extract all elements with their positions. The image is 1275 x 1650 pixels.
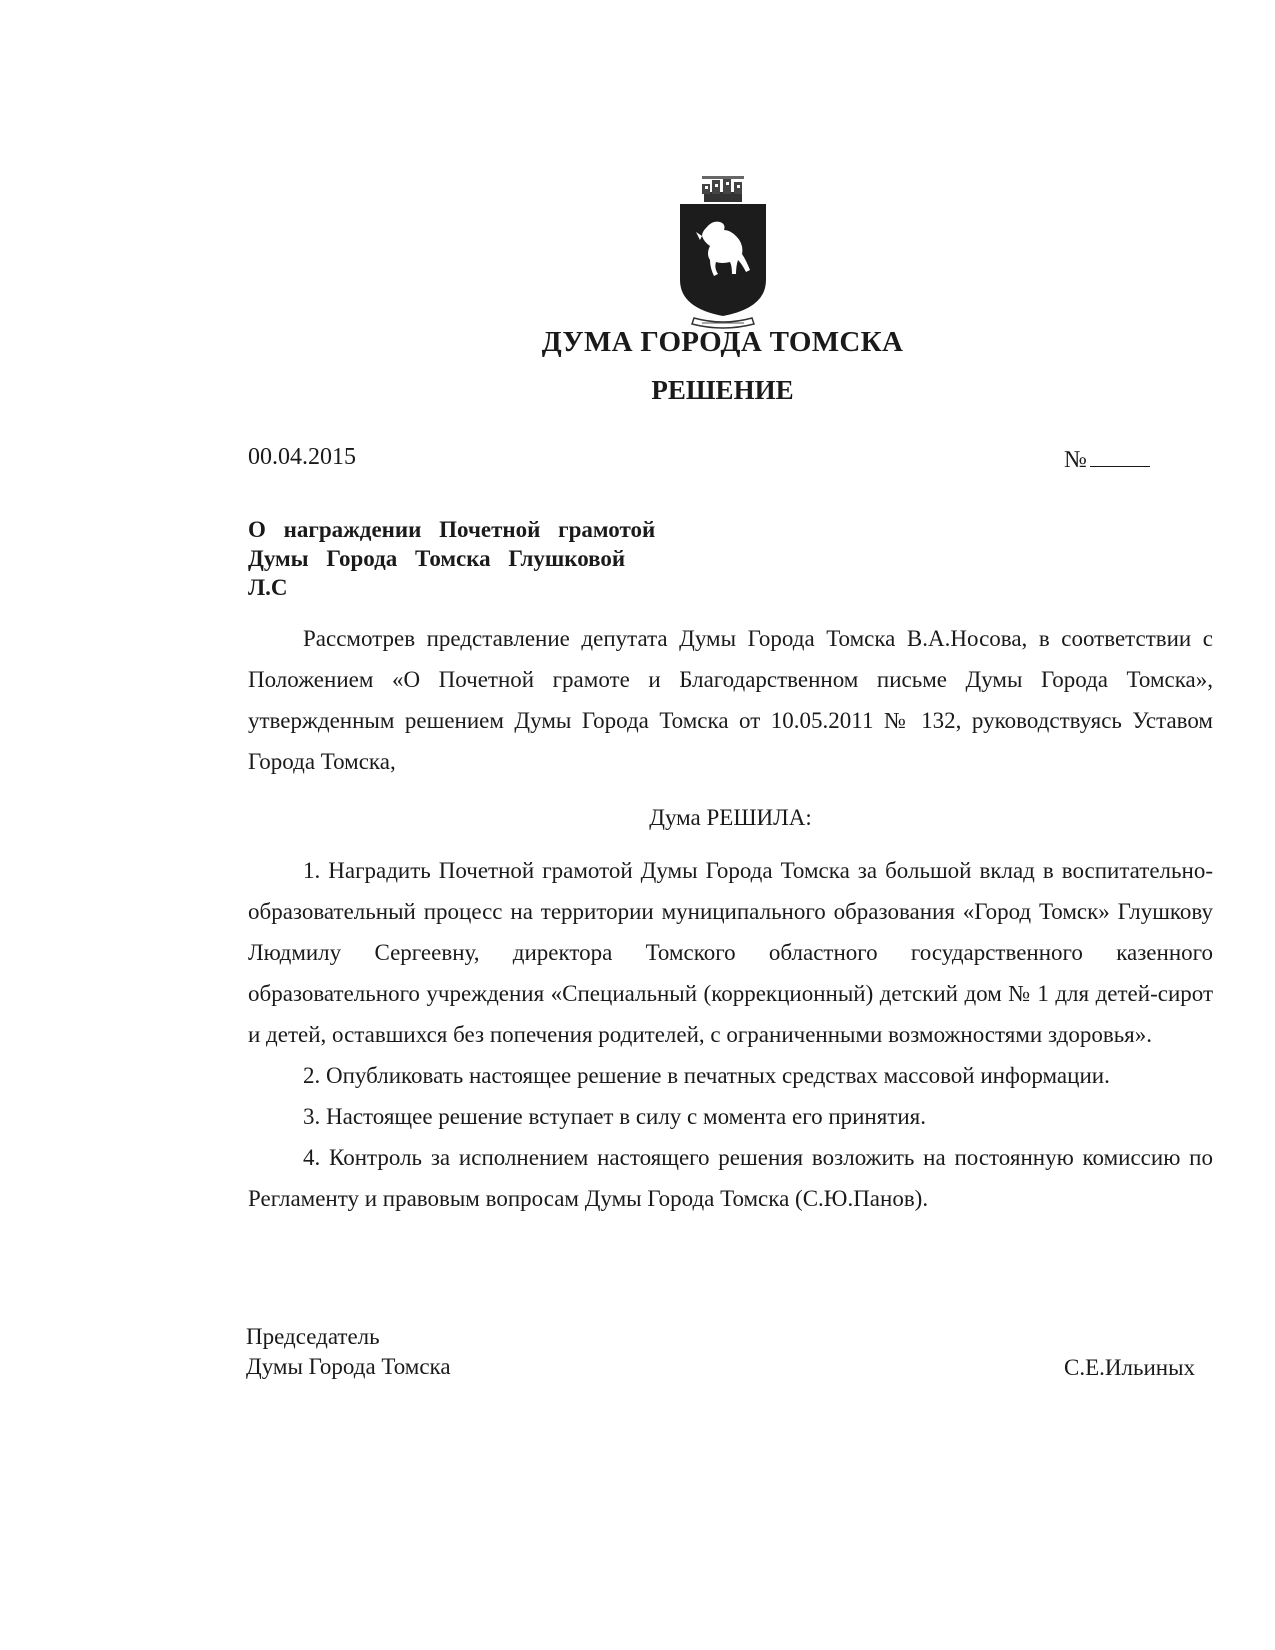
- subject-line: Думы Города Томска Глушковой: [248, 546, 626, 571]
- resolution-item: 3. Настоящее решение вступает в силу с момента его принятия.: [303, 1104, 927, 1129]
- organization-title: ДУМА ГОРОДА ТОМСКА: [541, 326, 904, 358]
- signatory-position-line: Думы Города Томска: [246, 1354, 451, 1379]
- signatory-name: С.Е.Ильиных: [1064, 1355, 1196, 1380]
- signatory-position-line: Председатель: [246, 1324, 380, 1349]
- document-body: [248, 618, 1213, 1219]
- decided-heading: Дума РЕШИЛА:: [649, 805, 812, 830]
- preamble-paragraph: Рассмотрев представление депутата Думы Города Томска В.А.Носова, в соответствии с Положением «О Почетной грамоте и Благодарственном письме Думы Города Томска», утвержденным решением Думы Города Томска от 10.05.2011 № 132, руководствуясь Уставом Города Томска,: [248, 626, 1213, 774]
- subject-line: Л.С: [248, 575, 288, 600]
- subject-line: О награждении Почетной грамотой: [248, 517, 656, 542]
- resolution-item: 2. Опубликовать настоящее решение в печатных средствах массовой информации.: [303, 1063, 1110, 1088]
- resolution-item: 4. Контроль за исполнением настоящего решения возложить на постоянную комиссию по Регламенту и правовым вопросам Думы Города Томска (С.Ю.Панов).: [248, 1145, 1213, 1211]
- number-label: №: [1064, 447, 1087, 473]
- document-date: 00.04.2015: [248, 444, 356, 470]
- signatory-position: [246, 1322, 451, 1382]
- document-type-heading: РЕШЕНИЕ: [651, 375, 794, 405]
- resolution-item: 1. Наградить Почетной грамотой Думы Города Томска за большой вклад в воспитательно-образовательный процесс на территории муниципального образования «Город Томск» Глушкову Людмилу Сергеевну, директора Томского областного государственного казенного образовательного учреждения «Специальный (коррекционный) детский дом № 1 для детей-сирот и детей, оставшихся без попечения родителей, с ограниченными возможностями здоровья».: [248, 858, 1213, 1047]
